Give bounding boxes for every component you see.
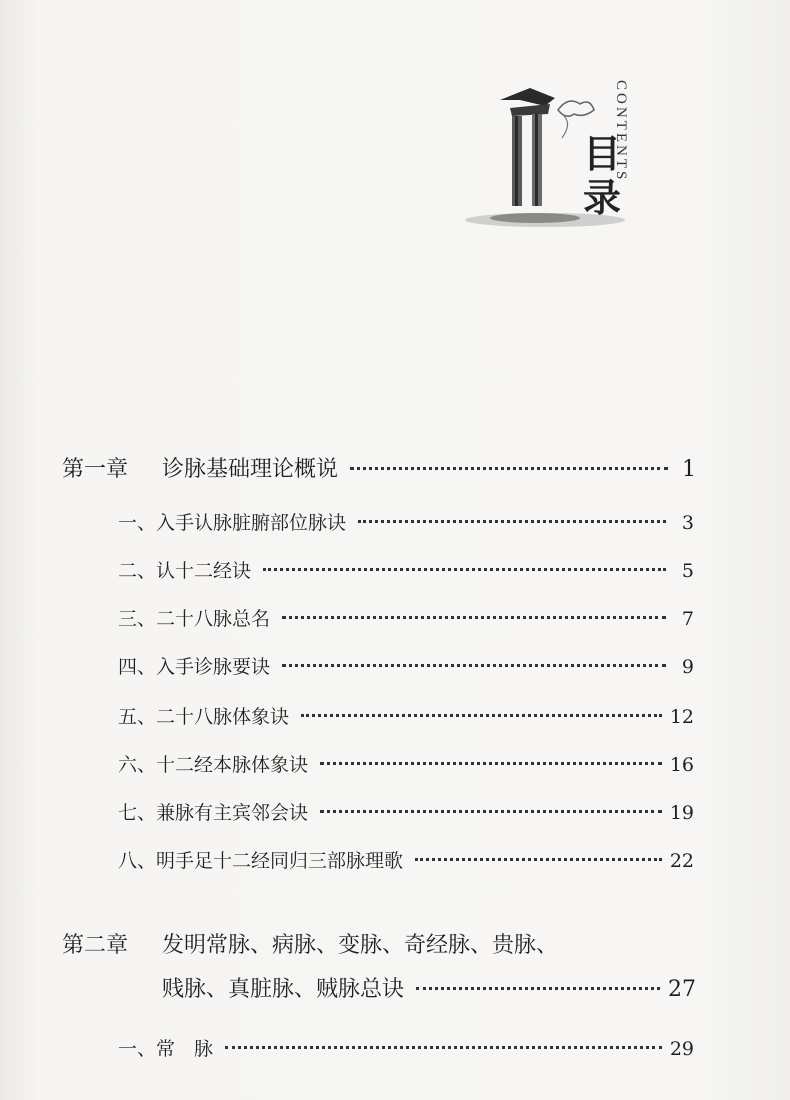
chapter-title: 诊脉基础理论概说	[162, 457, 339, 482]
toc-item[interactable]	[118, 604, 694, 631]
item-title: 一、常 脉	[118, 1038, 214, 1060]
item-title: 二、认十二经诀	[118, 560, 252, 582]
page-number: 12	[669, 706, 694, 728]
page-number: 5	[681, 560, 694, 582]
chapter-number: 第二章	[62, 933, 129, 958]
contents-subtitle: CONTENTS	[613, 80, 629, 183]
dot-leader	[263, 568, 666, 571]
chapter-title: 发明常脉、病脉、变脉、奇经脉、贵脉、	[162, 933, 559, 958]
dot-leader	[415, 858, 662, 861]
page-number: 22	[669, 850, 694, 872]
page-number: 1	[682, 457, 696, 482]
toc-chapter-2-line-1[interactable]	[62, 928, 696, 959]
toc-item[interactable]	[118, 846, 694, 873]
toc-item[interactable]	[118, 556, 694, 583]
item-title: 一、入手认脉脏腑部位脉诀	[118, 512, 347, 534]
page-number: 9	[681, 656, 694, 678]
toc-item[interactable]	[118, 508, 694, 535]
dot-leader	[225, 1046, 662, 1049]
page-number: 27	[668, 977, 696, 1002]
dot-leader	[320, 810, 662, 813]
item-title: 六、十二经本脉体象诀	[118, 754, 309, 776]
toc-item[interactable]	[118, 750, 694, 777]
toc-chapter-1[interactable]	[62, 452, 696, 483]
item-title: 三、二十八脉总名	[118, 608, 271, 630]
toc-item[interactable]	[118, 798, 694, 825]
page-number: 16	[669, 754, 694, 776]
item-title: 八、明手足十二经同归三部脉理歌	[118, 850, 404, 872]
item-title: 七、兼脉有主宾邻会诀	[118, 802, 309, 824]
dot-leader	[282, 664, 666, 667]
dot-leader	[320, 762, 662, 765]
toc-item[interactable]	[118, 702, 694, 729]
dot-leader	[416, 987, 660, 990]
contents-title-char-2: 录	[582, 175, 621, 220]
page-number: 3	[681, 512, 694, 534]
toc-chapter-2-line-2[interactable]	[162, 972, 696, 1003]
item-title: 五、二十八脉体象诀	[118, 706, 290, 728]
toc-item[interactable]	[118, 652, 694, 679]
dot-leader	[350, 467, 668, 470]
chapter-title-continued: 贱脉、真脏脉、贼脉总诀	[162, 977, 405, 1002]
page-number: 7	[681, 608, 694, 630]
dot-leader	[282, 616, 666, 619]
dot-leader	[358, 520, 666, 523]
chapter-number: 第一章	[62, 457, 129, 482]
dot-leader	[301, 714, 662, 717]
item-title: 四、入手诊脉要诀	[118, 656, 271, 678]
page-number: 19	[669, 802, 694, 824]
page-number: 29	[669, 1038, 694, 1060]
toc-item[interactable]	[118, 1034, 694, 1061]
contents-title-char-1: 目	[582, 131, 621, 176]
